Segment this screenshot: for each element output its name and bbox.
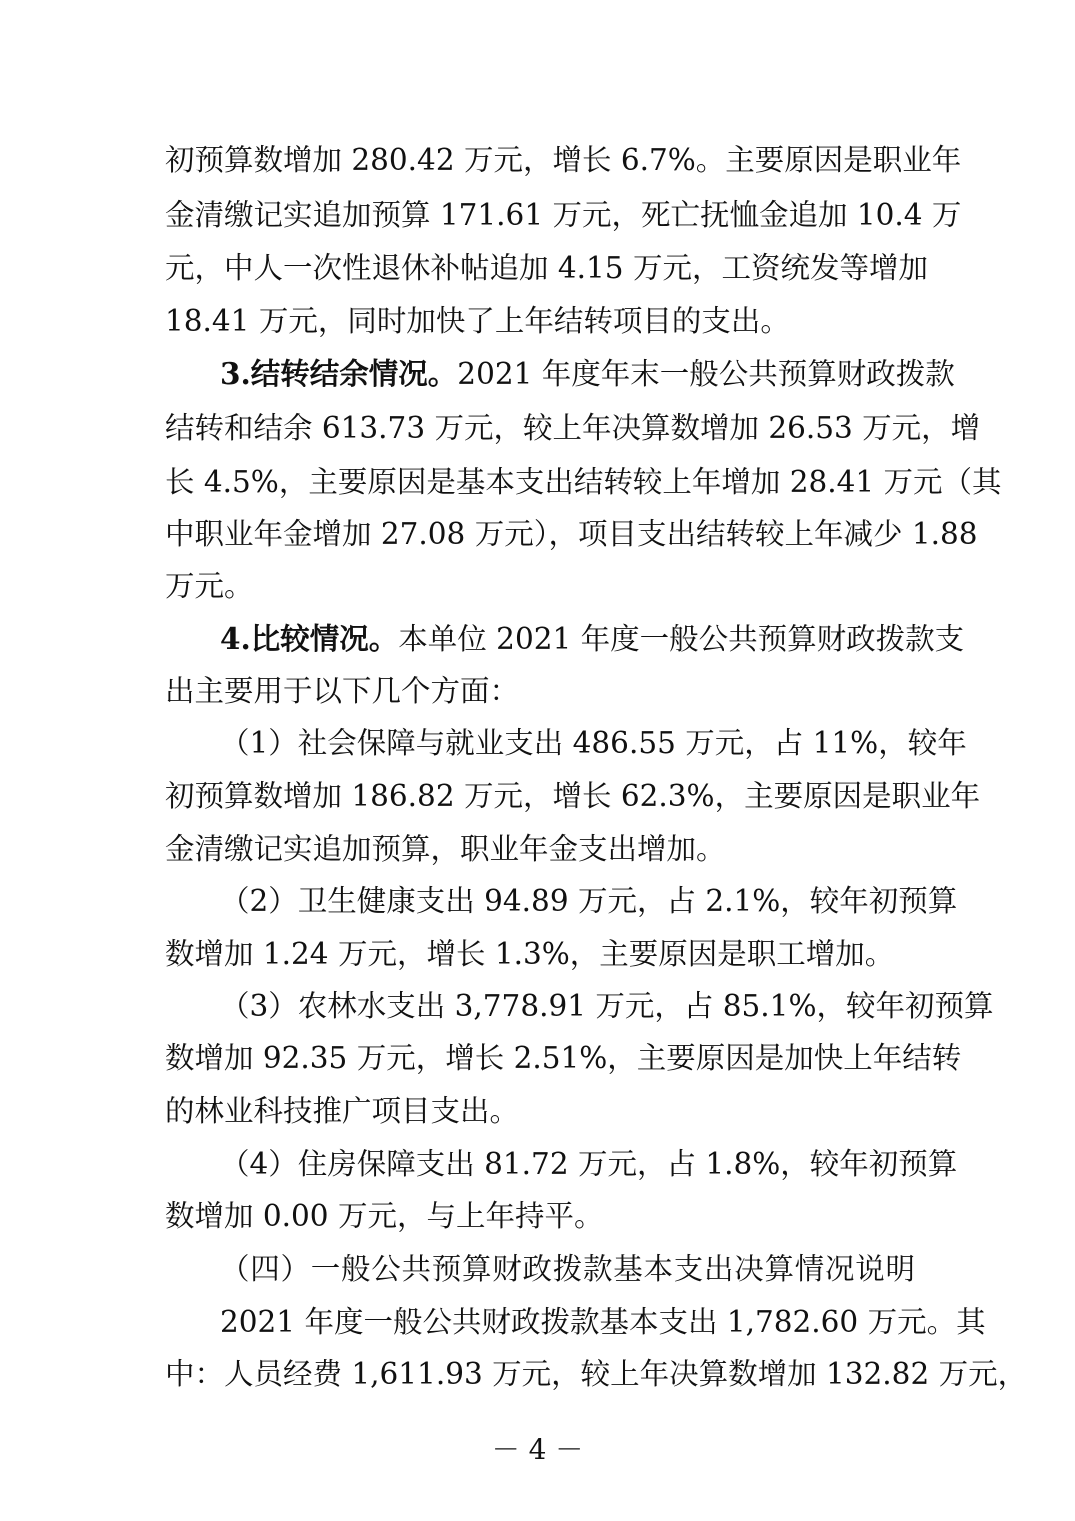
body-text-line: 中职业年金增加 27.08 万元），项目支出结转较上年减少 1.88	[165, 517, 978, 551]
list-item-line: （1）社会保障与就业支出 486.55 万元，占 11%，较年	[220, 726, 967, 760]
body-text-line: 结转和结余 613.73 万元，较上年决算数增加 26.53 万元，增	[165, 411, 981, 445]
body-text-line: 的林业科技推广项目支出。	[165, 1094, 520, 1128]
comparison-heading: 4.比较情况。	[220, 621, 399, 656]
page-number: － 4 －	[491, 1433, 584, 1466]
body-text-line: 2021 年度一般公共财政拨款基本支出 1,782.60 万元。其	[220, 1305, 986, 1339]
body-text-span: 本单位 2021 年度一般公共预算财政拨款支	[398, 622, 965, 656]
body-text-line: 初预算数增加 186.82 万元，增长 62.3%，主要原因是职业年	[165, 779, 981, 813]
body-text-line: 18.41 万元，同时加快了上年结转项目的支出。	[165, 304, 790, 338]
section-heading: （四）一般公共预算财政拨款基本支出决算情况说明	[220, 1252, 915, 1286]
body-text-line: 元，中人一次性退休补帖追加 4.15 万元，工资统发等增加	[165, 251, 928, 285]
body-text-line: 数增加 92.35 万元，增长 2.51%，主要原因是加快上年结转	[165, 1041, 962, 1075]
list-item-line: （4）住房保障支出 81.72 万元，占 1.8%，较年初预算	[220, 1147, 958, 1181]
body-text-line: 出主要用于以下几个方面：	[165, 674, 520, 708]
list-item-line: （3）农林水支出 3,778.91 万元，占 85.1%，较年初预算	[220, 989, 994, 1023]
carryover-paragraph-first-line	[220, 354, 955, 394]
body-text-line: 初预算数增加 280.42 万元，增长 6.7%。主要原因是职业年	[165, 143, 962, 177]
list-item-line: （2）卫生健康支出 94.89 万元，占 2.1%，较年初预算	[220, 884, 958, 918]
body-text-line: 数增加 1.24 万元，增长 1.3%，主要原因是职工增加。	[165, 937, 895, 971]
body-text-line: 金清缴记实追加预算 171.61 万元，死亡抚恤金追加 10.4 万	[165, 198, 962, 232]
body-text-line: 中：人员经费 1,611.93 万元，较上年决算数增加 132.82 万元，	[165, 1357, 1028, 1391]
body-text-span: 2021 年度年末一般公共预算财政拨款	[457, 357, 955, 391]
body-text-line: 长 4.5%，主要原因是基本支出结转较上年增加 28.41 万元（其	[165, 465, 1002, 499]
carryover-heading: 3.结转结余情况。	[220, 356, 458, 391]
comparison-paragraph-first-line	[220, 619, 965, 659]
body-text-line: 金清缴记实追加预算，职业年金支出增加。	[165, 832, 726, 866]
body-text-line: 万元。	[165, 569, 254, 603]
body-text-line: 数增加 0.00 万元，与上年持平。	[165, 1199, 604, 1233]
